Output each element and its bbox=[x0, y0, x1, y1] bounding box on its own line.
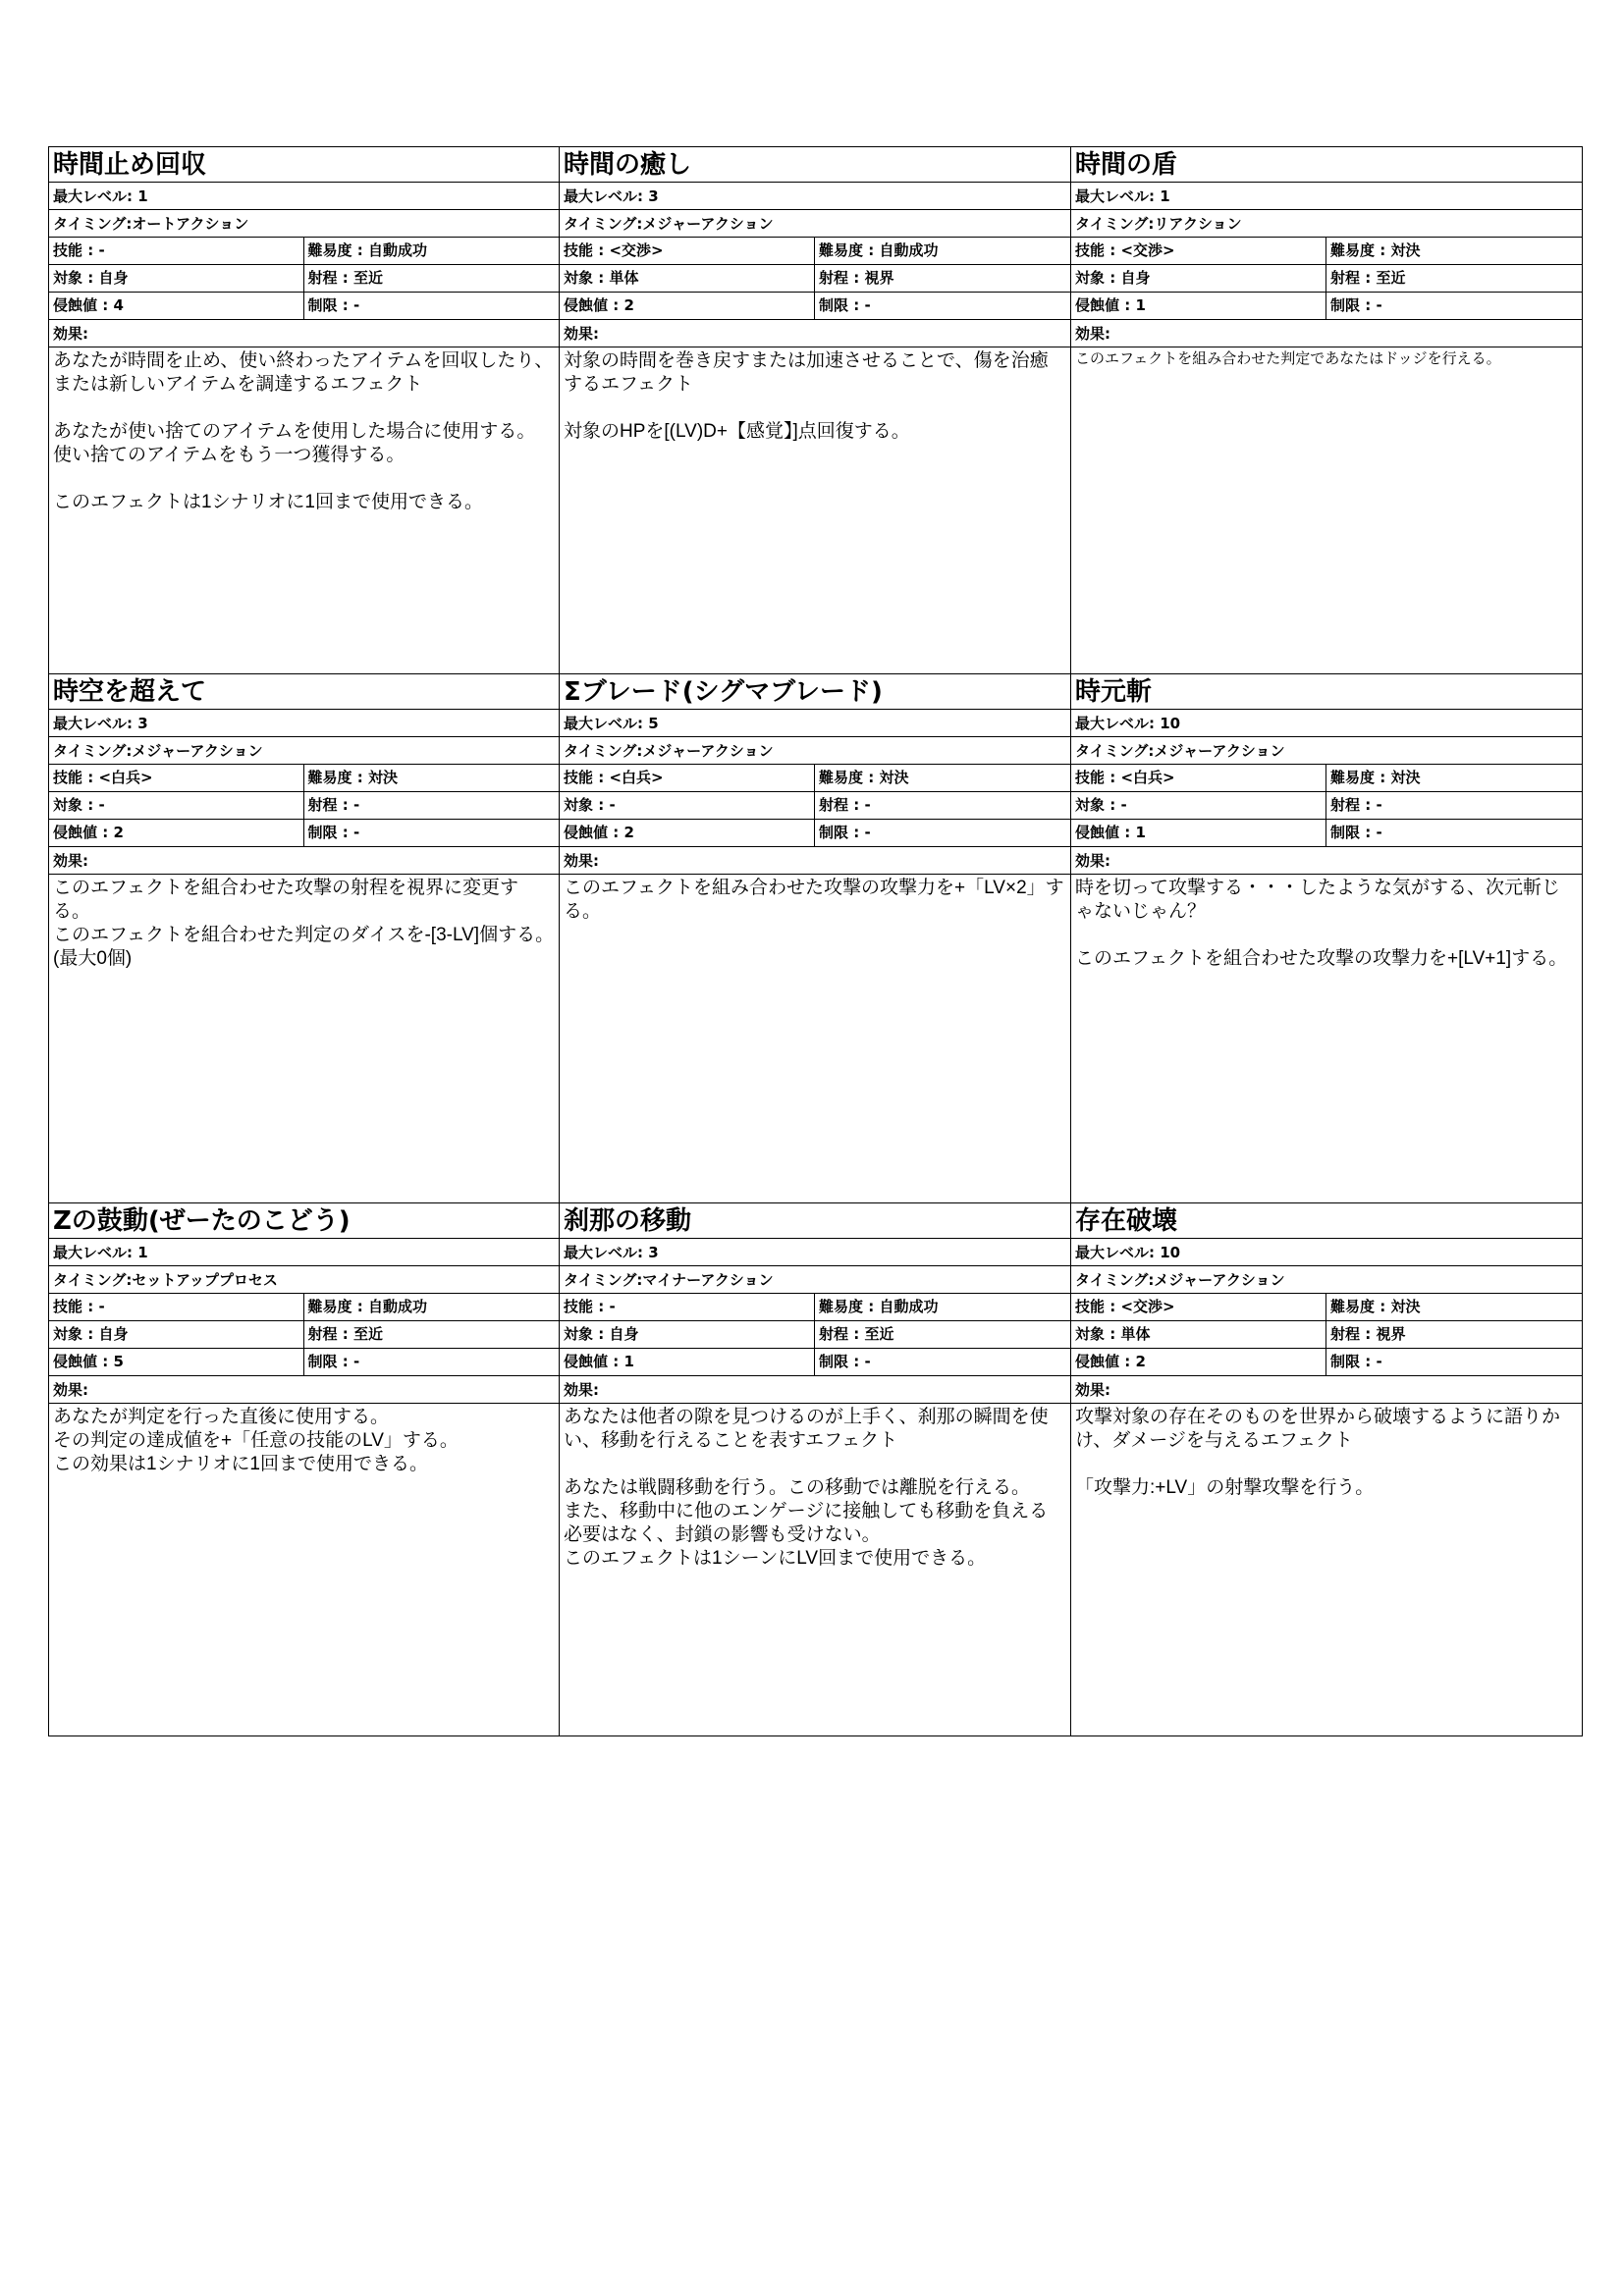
skill-difficulty-row bbox=[1071, 238, 1582, 265]
effect-text: あなたは他者の隙を見つけるのが上手く、刹那の瞬間を使い、移動を行えることを表すエフェクト あなたは戦闘移動を行う。この移動では離脱を行える。 また、移動中に他のエンゲージに接触しても移動を負える必要はなく、封鎖の影響も受けない。 このエフェクトは1シーンにLV回まで使用できる。 bbox=[564, 1407, 1049, 1569]
max-level: 最大レベル: 3 bbox=[49, 710, 559, 737]
target: 対象 : - bbox=[560, 792, 815, 819]
erosion: 侵蝕値 : 2 bbox=[560, 820, 815, 846]
skill: 技能 : <白兵> bbox=[1071, 765, 1326, 791]
skill-difficulty-row bbox=[560, 765, 1070, 792]
effect-label: 効果: bbox=[1071, 320, 1582, 347]
difficulty: 難易度 : 自動成功 bbox=[307, 1298, 427, 1315]
range: 射程 : 至近 bbox=[1330, 269, 1406, 287]
timing: タイミング:メジャーアクション bbox=[560, 210, 1070, 238]
timing: タイミング:オートアクション bbox=[49, 210, 559, 238]
erosion-limit-row bbox=[1071, 293, 1582, 320]
difficulty: 難易度 : 対決 bbox=[307, 769, 398, 786]
effect-text: あなたが時間を止め、使い終わったアイテムを回収したり、または新しいアイテムを調達するエフェクト あなたが使い捨てのアイテムを使用した場合に使用する。 使い捨てのアイテムをもう一つ獲得する。 このエフェクトは1シナリオに1回まで使用できる。 bbox=[53, 350, 554, 512]
target: 対象 : 単体 bbox=[560, 265, 815, 292]
limit: 制限 : - bbox=[307, 824, 360, 841]
effect-card bbox=[560, 674, 1071, 1203]
skill: 技能 : <白兵> bbox=[49, 765, 304, 791]
max-level: 最大レベル: 1 bbox=[1071, 183, 1582, 210]
difficulty: 難易度 : 対決 bbox=[1330, 769, 1421, 786]
skill: 技能 : <交渉> bbox=[1071, 1294, 1326, 1320]
limit: 制限 : - bbox=[819, 1353, 871, 1370]
skill-difficulty-row bbox=[560, 1294, 1070, 1321]
max-level: 最大レベル: 3 bbox=[560, 1239, 1070, 1266]
erosion: 侵蝕値 : 5 bbox=[49, 1349, 304, 1375]
difficulty: 難易度 : 対決 bbox=[819, 769, 909, 786]
effect-card bbox=[49, 674, 560, 1203]
range: 射程 : - bbox=[819, 796, 871, 814]
difficulty: 難易度 : 対決 bbox=[1330, 241, 1421, 259]
erosion-limit-row bbox=[49, 820, 559, 847]
erosion: 侵蝕値 : 4 bbox=[49, 293, 304, 319]
target-range-row bbox=[560, 265, 1070, 293]
target: 対象 : - bbox=[49, 792, 304, 819]
range: 射程 : 視界 bbox=[819, 269, 894, 287]
effect-text: 時を切って攻撃する・・・したような気がする、次元斬じゃないじゃん？ このエフェクトを組合わせた攻撃の攻撃力を+[LV+1]する。 bbox=[1075, 878, 1568, 969]
timing: タイミング:メジャーアクション bbox=[49, 737, 559, 765]
effect-card bbox=[49, 147, 560, 674]
skill: 技能 : <交渉> bbox=[560, 238, 815, 264]
erosion-limit-row bbox=[1071, 820, 1582, 847]
effect-label: 効果: bbox=[1071, 847, 1582, 875]
target-range-row bbox=[49, 265, 559, 293]
erosion: 侵蝕値 : 2 bbox=[49, 820, 304, 846]
effect-title: 時空を超えて bbox=[49, 674, 559, 710]
range: 射程 : 至近 bbox=[819, 1325, 894, 1343]
limit: 制限 : - bbox=[1330, 296, 1382, 314]
erosion-limit-row bbox=[49, 1349, 559, 1376]
erosion-limit-row bbox=[1071, 1349, 1582, 1376]
max-level: 最大レベル: 5 bbox=[560, 710, 1070, 737]
skill-difficulty-row bbox=[1071, 765, 1582, 792]
target-range-row bbox=[560, 1321, 1070, 1349]
skill: 技能 : <白兵> bbox=[560, 765, 815, 791]
target: 対象 : 自身 bbox=[560, 1321, 815, 1348]
effect-card bbox=[49, 1203, 560, 1736]
effect-title: 時間の癒し bbox=[560, 147, 1070, 183]
range: 射程 : 視界 bbox=[1330, 1325, 1406, 1343]
effect-title: 刹那の移動 bbox=[560, 1203, 1070, 1239]
card-row bbox=[49, 674, 1583, 1203]
max-level: 最大レベル: 10 bbox=[1071, 1239, 1582, 1266]
timing: タイミング:リアクション bbox=[1071, 210, 1582, 238]
effect-text: 攻撃対象の存在そのものを世界から破壊するように語りかけ、ダメージを与えるエフェクト 「攻撃力:+LV」の射撃攻撃を行う。 bbox=[1075, 1407, 1561, 1498]
difficulty: 難易度 : 自動成功 bbox=[819, 241, 939, 259]
effect-title: 時間止め回収 bbox=[49, 147, 559, 183]
timing: タイミング:セットアッププロセス bbox=[49, 1266, 559, 1294]
effect-text: 対象の時間を巻き戻すまたは加速させることで、傷を治癒するエフェクト 対象のHPを[(LV)D+【感覚】]点回復する。 bbox=[564, 350, 1049, 442]
card-row bbox=[49, 147, 1583, 674]
timing: タイミング:マイナーアクション bbox=[560, 1266, 1070, 1294]
effect-text: あなたが判定を行った直後に使用する。 その判定の達成値を+「任意の技能のLV」する。 この効果は1シナリオに1回まで使用できる。 bbox=[53, 1407, 459, 1474]
effect-card bbox=[1071, 147, 1583, 674]
difficulty: 難易度 : 対決 bbox=[1330, 1298, 1421, 1315]
effect-title: Zの鼓動(ぜーたのこどう) bbox=[49, 1203, 559, 1239]
effect-title: Σブレード(シグマブレード) bbox=[560, 674, 1070, 710]
range: 射程 : 至近 bbox=[307, 269, 383, 287]
target-range-row bbox=[1071, 792, 1582, 820]
skill: 技能 : - bbox=[49, 1294, 304, 1320]
difficulty: 難易度 : 自動成功 bbox=[819, 1298, 939, 1315]
effect-label: 効果: bbox=[560, 320, 1070, 347]
max-level: 最大レベル: 10 bbox=[1071, 710, 1582, 737]
skill-difficulty-row bbox=[49, 765, 559, 792]
erosion-limit-row bbox=[560, 820, 1070, 847]
target: 対象 : 単体 bbox=[1071, 1321, 1326, 1348]
erosion: 侵蝕値 : 1 bbox=[1071, 820, 1326, 846]
effect-text: このエフェクトを組み合わせた攻撃の攻撃力を+「LV×2」する。 bbox=[564, 878, 1064, 922]
target-range-row bbox=[1071, 265, 1582, 293]
target-range-row bbox=[49, 792, 559, 820]
limit: 制限 : - bbox=[307, 1353, 360, 1370]
skill-difficulty-row bbox=[49, 238, 559, 265]
range: 射程 : - bbox=[307, 796, 360, 814]
skill: 技能 : - bbox=[49, 238, 304, 264]
skill: 技能 : <交渉> bbox=[1071, 238, 1326, 264]
timing: タイミング:メジャーアクション bbox=[560, 737, 1070, 765]
range: 射程 : - bbox=[1330, 796, 1382, 814]
erosion: 侵蝕値 : 1 bbox=[1071, 293, 1326, 319]
effect-card bbox=[1071, 1203, 1583, 1736]
limit: 制限 : - bbox=[1330, 1353, 1382, 1370]
effect-text: このエフェクトを組合わせた攻撃の射程を視界に変更する。 このエフェクトを組合わせた判定のダイスを-[3-LV]個する。(最大0個) bbox=[53, 878, 555, 969]
skill: 技能 : - bbox=[560, 1294, 815, 1320]
range: 射程 : 至近 bbox=[307, 1325, 383, 1343]
limit: 制限 : - bbox=[307, 296, 360, 314]
erosion-limit-row bbox=[49, 293, 559, 320]
erosion: 侵蝕値 : 2 bbox=[1071, 1349, 1326, 1375]
difficulty: 難易度 : 自動成功 bbox=[307, 241, 427, 259]
erosion: 侵蝕値 : 2 bbox=[560, 293, 815, 319]
effect-title: 時間の盾 bbox=[1071, 147, 1582, 183]
skill-difficulty-row bbox=[560, 238, 1070, 265]
target: 対象 : 自身 bbox=[49, 1321, 304, 1348]
effect-card bbox=[560, 1203, 1071, 1736]
effect-label: 効果: bbox=[49, 1376, 559, 1404]
limit: 制限 : - bbox=[1330, 824, 1382, 841]
max-level: 最大レベル: 1 bbox=[49, 1239, 559, 1266]
effect-label: 効果: bbox=[49, 847, 559, 875]
effect-label: 効果: bbox=[560, 847, 1070, 875]
limit: 制限 : - bbox=[819, 824, 871, 841]
target-range-row bbox=[49, 1321, 559, 1349]
target: 対象 : - bbox=[1071, 792, 1326, 819]
timing: タイミング:メジャーアクション bbox=[1071, 1266, 1582, 1294]
effect-card bbox=[560, 147, 1071, 674]
max-level: 最大レベル: 3 bbox=[560, 183, 1070, 210]
skill-difficulty-row bbox=[1071, 1294, 1582, 1321]
target-range-row bbox=[1071, 1321, 1582, 1349]
target: 対象 : 自身 bbox=[49, 265, 304, 292]
effect-label: 効果: bbox=[560, 1376, 1070, 1404]
card-row bbox=[49, 1203, 1583, 1736]
erosion-limit-row bbox=[560, 293, 1070, 320]
timing: タイミング:メジャーアクション bbox=[1071, 737, 1582, 765]
effect-card bbox=[1071, 674, 1583, 1203]
erosion: 侵蝕値 : 1 bbox=[560, 1349, 815, 1375]
skill-difficulty-row bbox=[49, 1294, 559, 1321]
effect-title: 時元斬 bbox=[1071, 674, 1582, 710]
effect-title: 存在破壊 bbox=[1071, 1203, 1582, 1239]
limit: 制限 : - bbox=[819, 296, 871, 314]
target: 対象 : 自身 bbox=[1071, 265, 1326, 292]
effect-text: このエフェクトを組み合わせた判定であなたはドッジを行える。 bbox=[1075, 350, 1501, 367]
max-level: 最大レベル: 1 bbox=[49, 183, 559, 210]
effect-card-sheet bbox=[48, 146, 1583, 1736]
erosion-limit-row bbox=[560, 1349, 1070, 1376]
effect-label: 効果: bbox=[49, 320, 559, 347]
effect-label: 効果: bbox=[1071, 1376, 1582, 1404]
target-range-row bbox=[560, 792, 1070, 820]
